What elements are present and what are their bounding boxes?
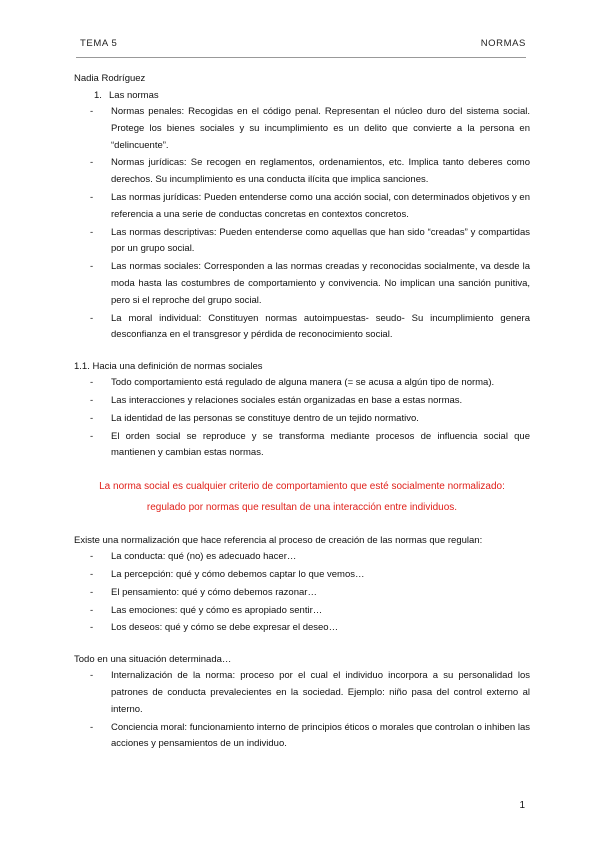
list-item: - La conducta: qué (no) es adecuado hacer…	[74, 549, 530, 566]
page-header	[80, 38, 526, 49]
definition-line-1: La norma social es cualquier criterio de comportamiento que esté socialmente normalizado:	[99, 481, 505, 493]
list-item: - Las emociones: qué y cómo es apropiado sentir…	[74, 603, 530, 620]
header-title: NORMAS	[480, 38, 526, 49]
list-item: - La identidad de las personas se constituye dentro de un tejido normativo.	[74, 411, 530, 428]
page-number: 1	[519, 800, 525, 811]
header-divider	[76, 57, 526, 58]
list-item: - Normas penales: Recogidas en el código penal. Representan el núcleo duro del sistema social. Protege los bienes sociales y su incumplimiento es un delito que convierte a la persona en “delincuente”.	[74, 104, 530, 154]
list-item: - Las interacciones y relaciones sociales están organizadas en base a estas normas.	[74, 393, 530, 410]
normalization-list	[74, 549, 530, 637]
section-number: 1.	[94, 90, 102, 101]
section-title: Las normas	[109, 90, 159, 101]
list-item: - La percepción: qué y cómo debemos captar lo que vemos…	[74, 567, 530, 584]
list-item: - Las normas sociales: Corresponden a las normas creadas y reconocidas socialmente, va desde la moda hasta las costumbres de comportamiento y convivencia. No implican una sanción punitiva, pero si el reproche del grupo social.	[74, 259, 530, 309]
definition-line-2: regulado por normas que resultan de una interacción entre individuos.	[146, 502, 458, 514]
definition-points-list	[74, 375, 530, 462]
normalization-intro: Existe una normalización que hace referencia al proceso de creación de las normas que regulan:	[74, 535, 483, 547]
list-item: - El orden social se reproduce y se transforma mediante procesos de influencia social que mantienen y cambian estas normas.	[74, 429, 530, 463]
section-heading	[94, 87, 530, 104]
list-item: - Internalización de la norma: proceso por el cual el individuo incorpora a su personalidad los patrones de conducta prevalecientes en la sociedad. Ejemplo: niño pasa del control externo al interno.	[74, 668, 530, 718]
list-item: - Las normas descriptivas: Pueden entenderse como aquellas que han sido “creadas” y compartidas por un grupo social.	[74, 225, 530, 259]
norm-types-list	[74, 104, 530, 344]
header-topic: TEMA 5	[80, 38, 118, 49]
situation-list	[74, 668, 530, 753]
list-item: - Las normas jurídicas: Pueden entenderse como una acción social, con determinados objetivos y en referencia a una serie de conductas concretas en contextos concretos.	[74, 190, 530, 224]
situation-intro: Todo en una situación determinada…	[74, 654, 232, 666]
list-item: - El pensamiento: qué y cómo debemos razonar…	[74, 585, 530, 602]
list-item: - Todo comportamiento está regulado de alguna manera (= se acusa a algún tipo de norma).	[74, 375, 530, 392]
list-item: - Normas jurídicas: Se recogen en reglamentos, ordenamientos, etc. Implica tanto deberes como derechos. Su incumplimiento es una conducta ilícita que implica sanciones.	[74, 155, 530, 189]
list-item: - La moral individual: Constituyen normas autoimpuestas- seudo- Su incumplimiento genera desconfianza en el transgresor y pérdida de reconocimiento social.	[74, 311, 530, 345]
highlighted-definition	[74, 476, 530, 518]
list-item: - Los deseos: qué y cómo se debe expresar el deseo…	[74, 620, 530, 637]
subsection-heading: 1.1. Hacia una definición de normas sociales	[74, 361, 263, 373]
author-name: Nadia Rodríguez	[74, 73, 146, 84]
list-item: - Conciencia moral: funcionamiento interno de principios éticos o morales que controlan o inhiben las acciones y pensamientos de un individuo.	[74, 720, 530, 754]
document-body	[74, 70, 530, 754]
